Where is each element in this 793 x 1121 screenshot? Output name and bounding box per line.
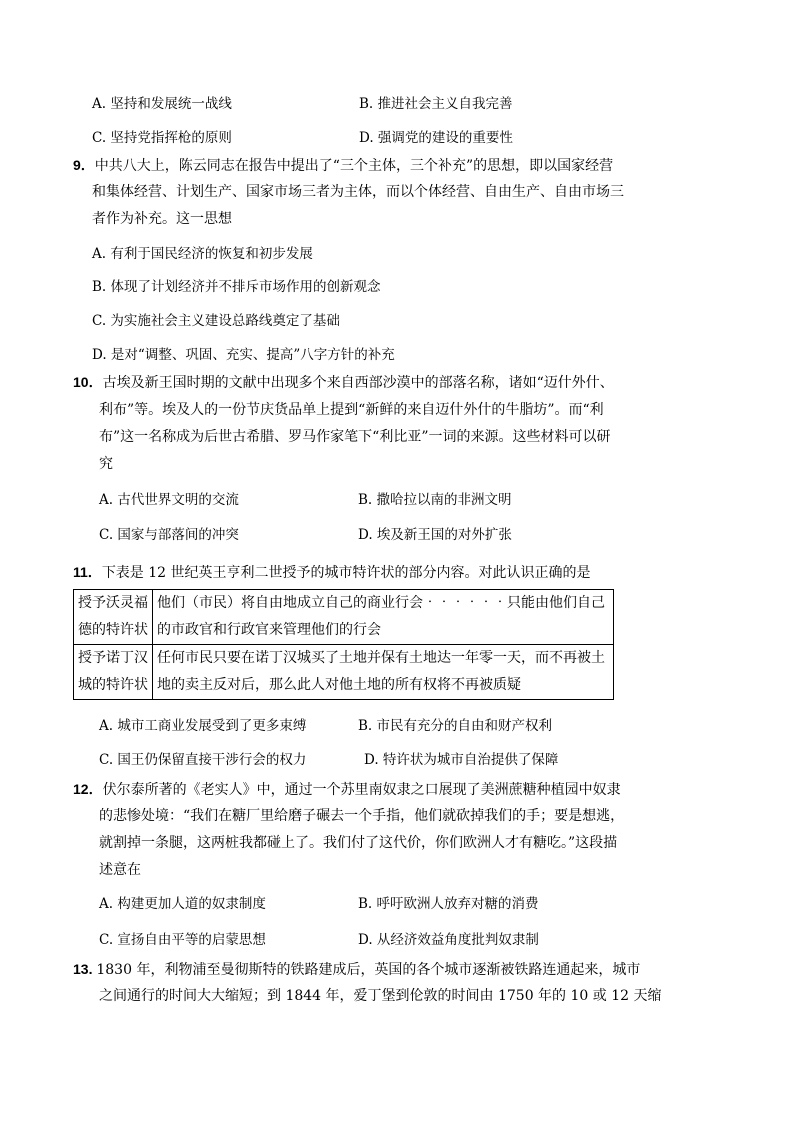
q9-option-b[interactable]: B. 体现了计划经济并不排斥市场作用的创新观念 [92, 279, 381, 295]
q12-stem-line-3: 就割掉一条腿，这两桩我都碰上了。我们付了这代价，你们欧洲人才有糖吃。”这段描 [99, 835, 618, 851]
q12-option-b[interactable]: B. 呼吁欧洲人放弃对糖的消费 [358, 896, 539, 912]
q11-stem: 11．下表是 12 世纪英王亨利二世授予的城市特许状的部分内容。对此认识正确的是 [73, 564, 591, 581]
q10-stem-line-1: 10．古埃及新王国时期的文献中出现多个来自西部沙漠中的部落名称，诸如“迈什外什、 [73, 374, 614, 391]
table-cell: 他们（市民）将自由地成立自己的商业行会‧‧‧‧‧‧只能由他们自己的市政官和行政官来管理他们的行会 [153, 590, 614, 645]
q12-option-c[interactable]: C. 宣扬自由平等的启蒙思想 [99, 932, 266, 948]
q9-stem-line-1: 9．中共八大上，陈云同志在报告中提出了“三个主体，三个补充”的思想，即以国家经营 [73, 157, 614, 174]
q8-option-c[interactable]: C. 坚持党指挥枪的原则 [92, 130, 232, 146]
q9-option-a[interactable]: A. 有利于国民经济的恢复和初步发展 [92, 246, 313, 262]
q11-option-a[interactable]: A. 城市工商业发展受到了更多束缚 [99, 718, 307, 734]
table-row [74, 645, 614, 700]
q8-option-d[interactable]: D. 强调党的建设的重要性 [359, 130, 513, 146]
table-cell: 任何市民只要在诺丁汉城买了土地并保有土地达一年零一天，而不再被土地的卖主反对后，那么此人对他土地的所有权将不再被质疑 [153, 645, 614, 700]
q11-number: 11． [73, 564, 102, 580]
q9-option-d[interactable]: D. 是对“调整、巩固、充实、提高”八字方针的补充 [92, 347, 395, 363]
q8-option-a[interactable]: A. 坚持和发展统一战线 [92, 96, 232, 112]
q12-stem-line-2: 的悲惨处境：“我们在糖厂里给磨子碾去一个手指，他们就砍掉我们的手；要是想逃， [99, 808, 625, 824]
q13-number: 13. [73, 961, 97, 977]
q12-number: 12． [73, 781, 103, 797]
q9-number: 9． [73, 157, 95, 173]
q10-option-d[interactable]: D. 埃及新王国的对外扩张 [358, 527, 512, 543]
q10-stem-line-3: 布”这一名称成为后世古希腊、罗马作家笔下“利比亚”一词的来源。这些材料可以研 [99, 429, 611, 445]
q12-option-d[interactable]: D. 从经济效益角度批判奴隶制 [358, 932, 539, 948]
q12-option-a[interactable]: A. 构建更加人道的奴隶制度 [99, 896, 266, 912]
q11-option-b[interactable]: B. 市民有充分的自由和财产权利 [358, 718, 553, 734]
table-cell: 授予沃灵福德的特许状 [74, 590, 153, 645]
q9-stem-line-3: 者作为补充。这一思想 [92, 211, 232, 227]
q9-stem-line-2: 和集体经营、计划生产、国家市场三者为主体，而以个体经营、自由生产、自由市场三 [92, 184, 624, 200]
q10-option-c[interactable]: C. 国家与部落间的冲突 [99, 527, 239, 543]
q10-stem-line-2: 利布”等。埃及人的一份节庆货品单上提到“新鲜的来自迈什外什的牛脂坊”。而“利 [99, 402, 604, 418]
q8-option-b[interactable]: B. 推进社会主义自我完善 [359, 96, 513, 112]
q13-stem-line-2: 之间通行的时间大大缩短；到 1844 年，爱丁堡到伦敦的时间由 1750 年的 10 或 12 天缩 [99, 988, 662, 1004]
table-row [74, 590, 614, 645]
q10-option-b[interactable]: B. 撒哈拉以南的非洲文明 [358, 492, 512, 508]
q12-stem-line-1: 12．伏尔泰所著的《老实人》中，通过一个苏里南奴隶之口展现了美洲蔗糖种植园中奴隶 [73, 781, 621, 798]
charter-table [73, 589, 614, 700]
table-cell: 授予诺丁汉城的特许状 [74, 645, 153, 700]
q11-option-d[interactable]: D. 特许状为城市自治提供了保障 [364, 752, 559, 768]
q12-stem-line-4: 述意在 [99, 862, 141, 878]
q10-stem-line-4: 究 [99, 456, 113, 472]
q10-number: 10． [73, 374, 103, 390]
q13-stem-line-1: 13. 1830 年，利物浦至曼彻斯特的铁路建成后，英国的各个城市逐渐被铁路连通起来，城市 [73, 961, 641, 978]
q10-option-a[interactable]: A. 古代世界文明的交流 [99, 492, 239, 508]
q11-option-c[interactable]: C. 国王仍保留直接干涉行会的权力 [99, 752, 307, 768]
q9-option-c[interactable]: C. 为实施社会主义建设总路线奠定了基础 [92, 313, 340, 329]
